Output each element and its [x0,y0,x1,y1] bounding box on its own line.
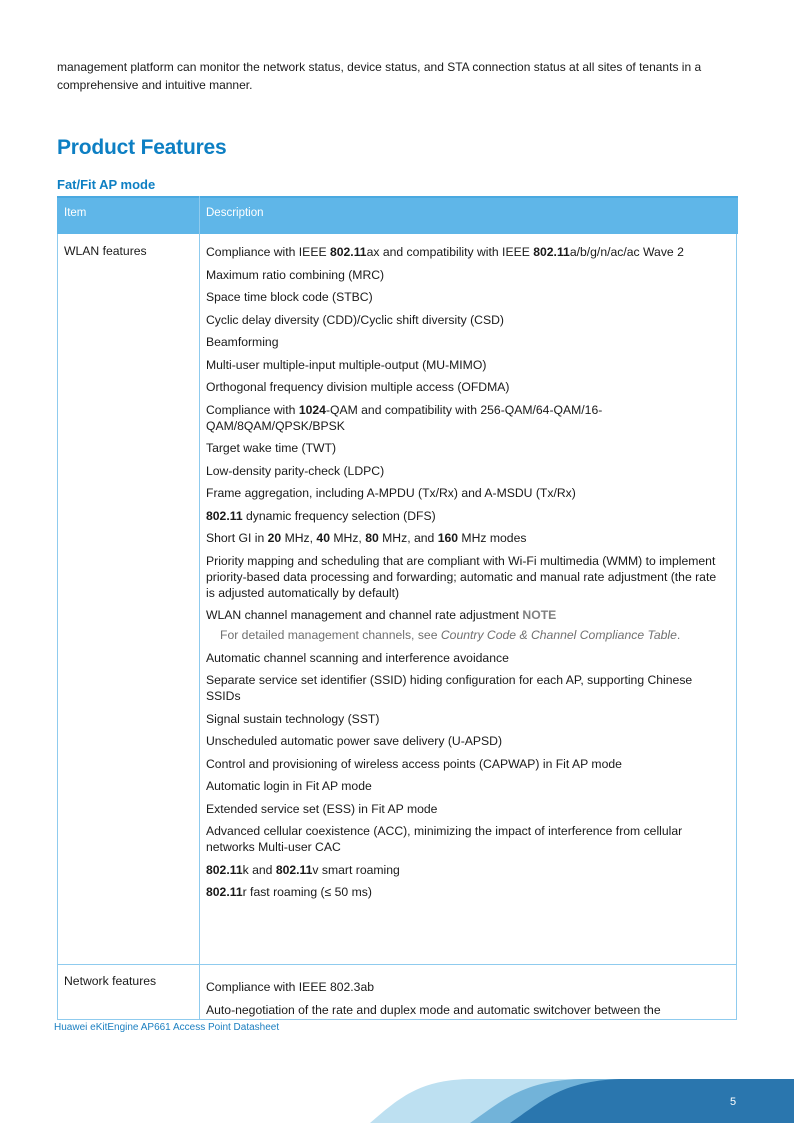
features-table [57,196,737,1020]
header-item: Item [64,207,87,219]
list-item: Cyclic delay diversity (CDD)/Cyclic shift diversity (CSD) [206,312,504,327]
list-item: Short GI in 20 MHz, 40 MHz, 80 MHz, and 160 MHz modes [206,531,527,545]
note-reference-link[interactable]: Country Code & Channel Compliance Table [440,628,677,642]
list-item: Target wake time (TWT) [206,441,337,455]
list-item: Beamforming [206,335,279,349]
note-text-end: . [676,628,681,642]
list-item: Automatic channel scanning and interference avoidance [206,650,509,665]
note-label: NOTE [522,608,557,622]
intro-text: management platform can monitor the network status, device status, and STA connection status at all sites of tenants in a comprehensive and intuitive manner. [57,60,702,92]
list-item: Multi-user multiple-input multiple-output (MU-MIMO) [206,357,487,372]
list-item: Space time block code (STBC) [206,290,373,304]
wlan-features-list [206,244,726,907]
list-item-text: WLAN channel management and channel rate adjustment [206,608,520,622]
list-item-with-note [206,607,726,623]
list-item: 802.11r fast roaming (≤ 50 ms) [206,885,372,899]
list-item: Low-density parity-check (LDPC) [206,463,385,478]
list-item: Orthogonal frequency division multiple access (OFDMA) [206,380,510,394]
list-item: 802.11k and 802.11v smart roaming [206,862,400,877]
network-features-list [206,979,726,1024]
header-description: Description [206,207,264,219]
list-item: 802.11 dynamic frequency selection (DFS) [206,508,436,523]
list-item: Extended service set (ESS) in Fit AP mode [206,801,438,816]
list-item: Compliance with IEEE 802.3ab [206,980,375,994]
list-item: Signal sustain technology (SST) [206,711,380,726]
list-item: Automatic login in Fit AP mode [206,779,372,793]
intro-paragraph [57,58,747,94]
list-item: Control and provisioning of wireless access points (CAPWAP) in Fit AP mode [206,756,622,771]
list-item: Priority mapping and scheduling that are compliant with Wi-Fi multimedia (WMM) to implement priority-based data processing and forwarding; automatic and manual rate adjustment (the rate is adjusted automatically by default) [206,553,717,600]
list-item: Frame aggregation, including A-MPDU (Tx/Rx) and A-MSDU (Tx/Rx) [206,486,576,500]
list-item: Auto-negotiation of the rate and duplex mode and automatic switchover between the [206,1002,661,1017]
list-item: Compliance with IEEE 802.11ax and compatibility with IEEE 802.11a/b/g/n/ac/ac Wave 2 [206,245,684,259]
footer-document-title: Huawei eKitEngine AP661 Access Point Datasheet [54,1022,280,1033]
row-label-wlan-features: WLAN features [64,244,147,258]
list-item: Separate service set identifier (SSID) hiding configuration for each AP, supporting Chinese SSIDs [206,673,693,703]
table-header [57,196,738,234]
list-item: Maximum ratio combining (MRC) [206,267,385,282]
page-title: Product Features [57,136,227,159]
row-divider [58,964,736,965]
footer-wave-decoration [0,1075,794,1123]
list-item: Compliance with 1024-QAM and compatibility with 256-QAM/64-QAM/16-QAM/8QAM/QPSK/BPSK [206,402,603,433]
list-item: Advanced cellular coexistence (ACC), minimizing the impact of interference from cellular networks Multi-user CAC [206,824,683,854]
page-number: 5 [730,1096,737,1108]
row-label-network-features: Network features [64,974,157,988]
note-text: For detailed management channels, see [220,628,441,642]
column-divider [199,196,200,1019]
list-item: Unscheduled automatic power save delivery (U-APSD) [206,734,503,748]
section-title: Fat/Fit AP mode [57,177,156,192]
note-body [206,627,726,643]
